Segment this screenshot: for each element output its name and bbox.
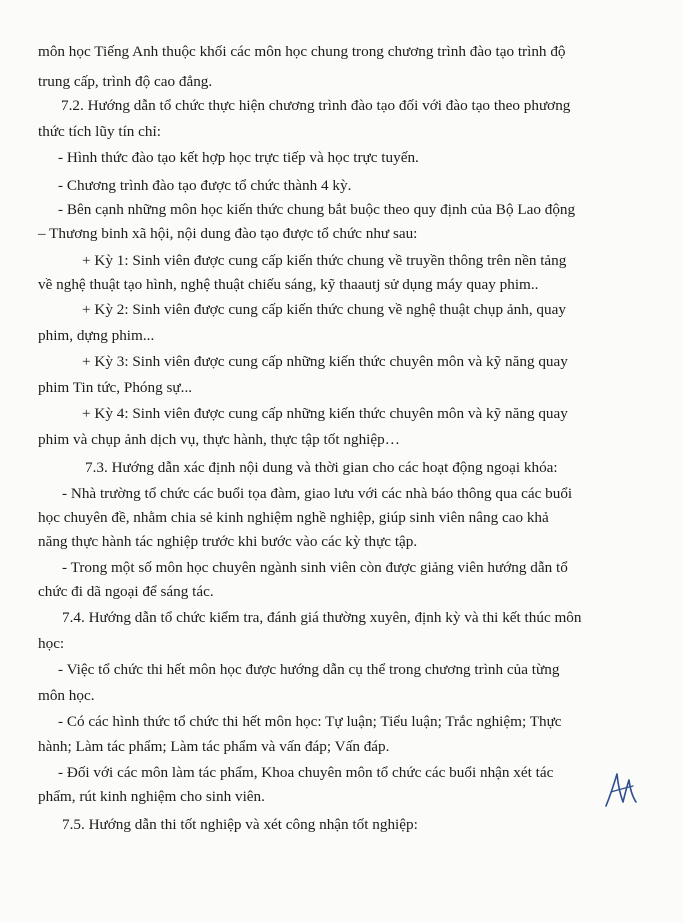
text-line-11: + Kỳ 2: Sinh viên được cung cấp kiến thức chung về nghệ thuật chụp ảnh, quay bbox=[82, 301, 566, 318]
text-line-9: + Kỳ 1: Sinh viên được cung cấp kiến thức chung về truyền thông trên nền tảng bbox=[82, 252, 567, 269]
text-line-26: môn học. bbox=[38, 687, 95, 704]
text-line-1: môn học Tiếng Anh thuộc khối các môn học chung trong chương trình đào tạo trình độ bbox=[38, 43, 566, 60]
text-line-22: chức đi dã ngoại để sáng tác. bbox=[38, 583, 214, 600]
text-line-30: phẩm, rút kinh nghiệm cho sinh viên. bbox=[38, 788, 265, 805]
text-line-27: - Có các hình thức tổ chức thi hết môn học: Tự luận; Tiểu luận; Trắc nghiệm; Thực bbox=[58, 713, 562, 730]
text-line-2: trung cấp, trình độ cao đẳng. bbox=[38, 73, 213, 90]
text-line-16: phim và chụp ảnh dịch vụ, thực hành, thực tập tốt nghiệp… bbox=[38, 431, 400, 448]
text-line-25: - Việc tổ chức thi hết môn học được hướng dẫn cụ thể trong chương trình của từng bbox=[58, 661, 560, 678]
text-line-10: về nghệ thuật tạo hình, nghệ thuật chiếu sáng, kỹ thaautj sử dụng máy quay phim.. bbox=[38, 276, 539, 293]
text-line-28: hành; Làm tác phẩm; Làm tác phẩm và vấn đáp; Vấn đáp. bbox=[38, 738, 390, 755]
text-line-15: + Kỳ 4: Sinh viên được cung cấp những kiến thức chuyên môn và kỹ năng quay bbox=[82, 405, 568, 422]
text-line-6: - Chương trình đào tạo được tổ chức thành 4 kỳ. bbox=[58, 177, 352, 194]
section-heading-7-3: 7.3. Hướng dẫn xác định nội dung và thời gian cho các hoạt động ngoại khóa: bbox=[85, 459, 558, 476]
section-heading-7-5: 7.5. Hướng dẫn thi tốt nghiệp và xét công nhận tốt nghiệp: bbox=[62, 816, 418, 833]
text-line-20: năng thực hành tác nghiệp trước khi bước vào các kỳ thực tập. bbox=[38, 533, 418, 550]
text-line-5: - Hình thức đào tạo kết hợp học trực tiếp và học trực tuyến. bbox=[58, 149, 419, 166]
text-line-7: - Bên cạnh những môn học kiến thức chung bắt buộc theo quy định của Bộ Lao động bbox=[58, 201, 576, 218]
section-heading-7-4: 7.4. Hướng dẫn tổ chức kiểm tra, đánh giá thường xuyên, định kỳ và thi kết thúc môn bbox=[62, 609, 582, 626]
text-line-21: - Trong một số môn học chuyên ngành sinh viên còn được giảng viên hướng dẫn tổ bbox=[62, 559, 568, 576]
text-line-12: phim, dựng phim... bbox=[38, 327, 155, 344]
text-line-4: thức tích lũy tín chỉ: bbox=[38, 123, 161, 140]
text-line-8: – Thương binh xã hội, nội dung đào tạo được tổ chức như sau: bbox=[38, 225, 418, 242]
text-line-29: - Đối với các môn làm tác phẩm, Khoa chuyên môn tổ chức các buổi nhận xét tác bbox=[58, 764, 554, 781]
text-line-19: học chuyên đề, nhằm chia sẻ kinh nghiệm nghề nghiệp, giúp sinh viên nâng cao khả bbox=[38, 509, 549, 526]
section-heading-7-2: 7.2. Hướng dẫn tổ chức thực hiện chương trình đào tạo đối với đào tạo theo phương bbox=[61, 97, 571, 114]
handwritten-initial-signature bbox=[603, 766, 639, 810]
text-line-14: phim Tin tức, Phóng sự... bbox=[38, 379, 193, 396]
text-line-18: - Nhà trường tổ chức các buổi tọa đàm, giao lưu với các nhà báo thông qua các buổi bbox=[62, 485, 573, 502]
text-line-24: học: bbox=[38, 635, 65, 652]
text-line-13: + Kỳ 3: Sinh viên được cung cấp những kiến thức chuyên môn và kỹ năng quay bbox=[82, 353, 568, 370]
